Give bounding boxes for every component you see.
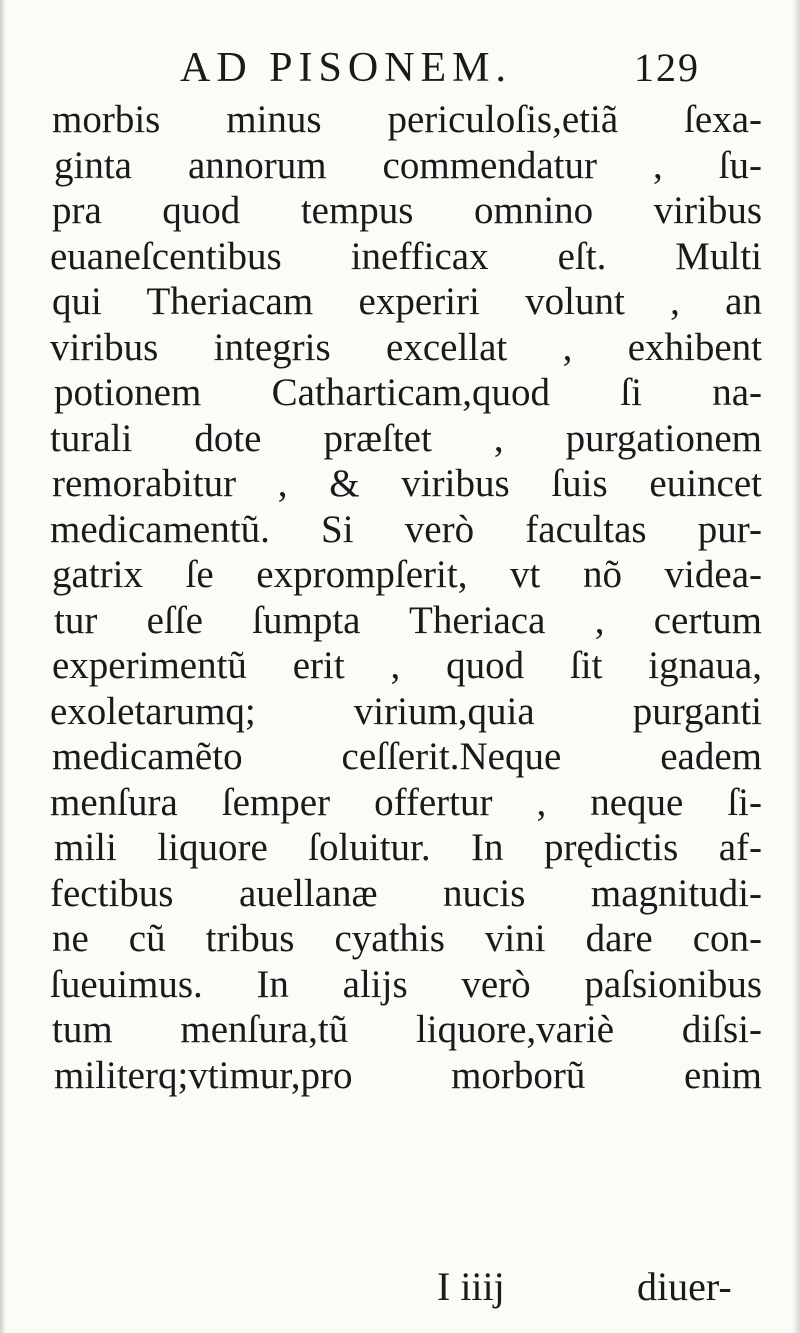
text-line: militerq;vtimur,pro morborũ enim — [54, 1053, 762, 1097]
text-line: tum menſura,tũ liquore,variè diſsi- — [52, 1008, 762, 1051]
page-footer — [0, 1257, 800, 1317]
text-line: turali dote præſtet , purgationem — [50, 416, 762, 460]
page-header — [0, 38, 800, 98]
text-line: experimentũ erit , quod ſit ignaua, — [52, 644, 762, 687]
text-line: gatrix ſe exprompſerit, vt nõ videa- — [52, 553, 762, 596]
running-head: AD PISONEM. — [180, 45, 513, 91]
text-line: fectibus auellanæ nucis magnitudi- — [50, 871, 762, 915]
text-line: ſueuimus. In alijs verò paſsionibus — [50, 962, 762, 1006]
text-line: exoletarumq; virium,quia purganti — [50, 689, 762, 733]
text-line: euaneſcentibus inefficax eſt. Multi — [50, 234, 762, 278]
text-line: qui Theriacam experiri volunt , an — [52, 280, 762, 323]
page-right-edge-shadow — [792, 0, 800, 1333]
text-line: remorabitur , & viribus ſuis euincet — [52, 462, 762, 505]
text-line: morbis minus periculoſis,etiã ſexa- — [52, 98, 762, 141]
page-number: 129 — [634, 45, 700, 90]
text-line: ginta annorum commendatur , ſu- — [54, 143, 762, 187]
catchword: diuer- — [637, 1264, 732, 1309]
text-line: pra quod tempus omnino viribus — [52, 189, 762, 232]
body-text — [50, 97, 762, 1098]
text-line: tur eſſe ſumpta Theriaca , certum — [54, 598, 762, 642]
text-line: medicamentũ. Si verò facultas pur- — [50, 507, 762, 551]
text-line: viribus integris excellat , exhibent — [50, 325, 762, 369]
signature-mark: I iiij — [437, 1264, 505, 1309]
text-line: medicamẽto ceſſerit.Neque eadem — [52, 735, 762, 778]
text-line: menſura ſemper offertur , neque ſi- — [50, 780, 762, 824]
page-left-edge-shadow — [0, 0, 6, 1333]
text-line: potionem Catharticam,quod ſi na- — [54, 371, 762, 414]
text-line: mili liquore ſoluitur. In prędictis af- — [54, 826, 762, 869]
text-line: ne cũ tribus cyathis vini dare con- — [52, 917, 762, 960]
